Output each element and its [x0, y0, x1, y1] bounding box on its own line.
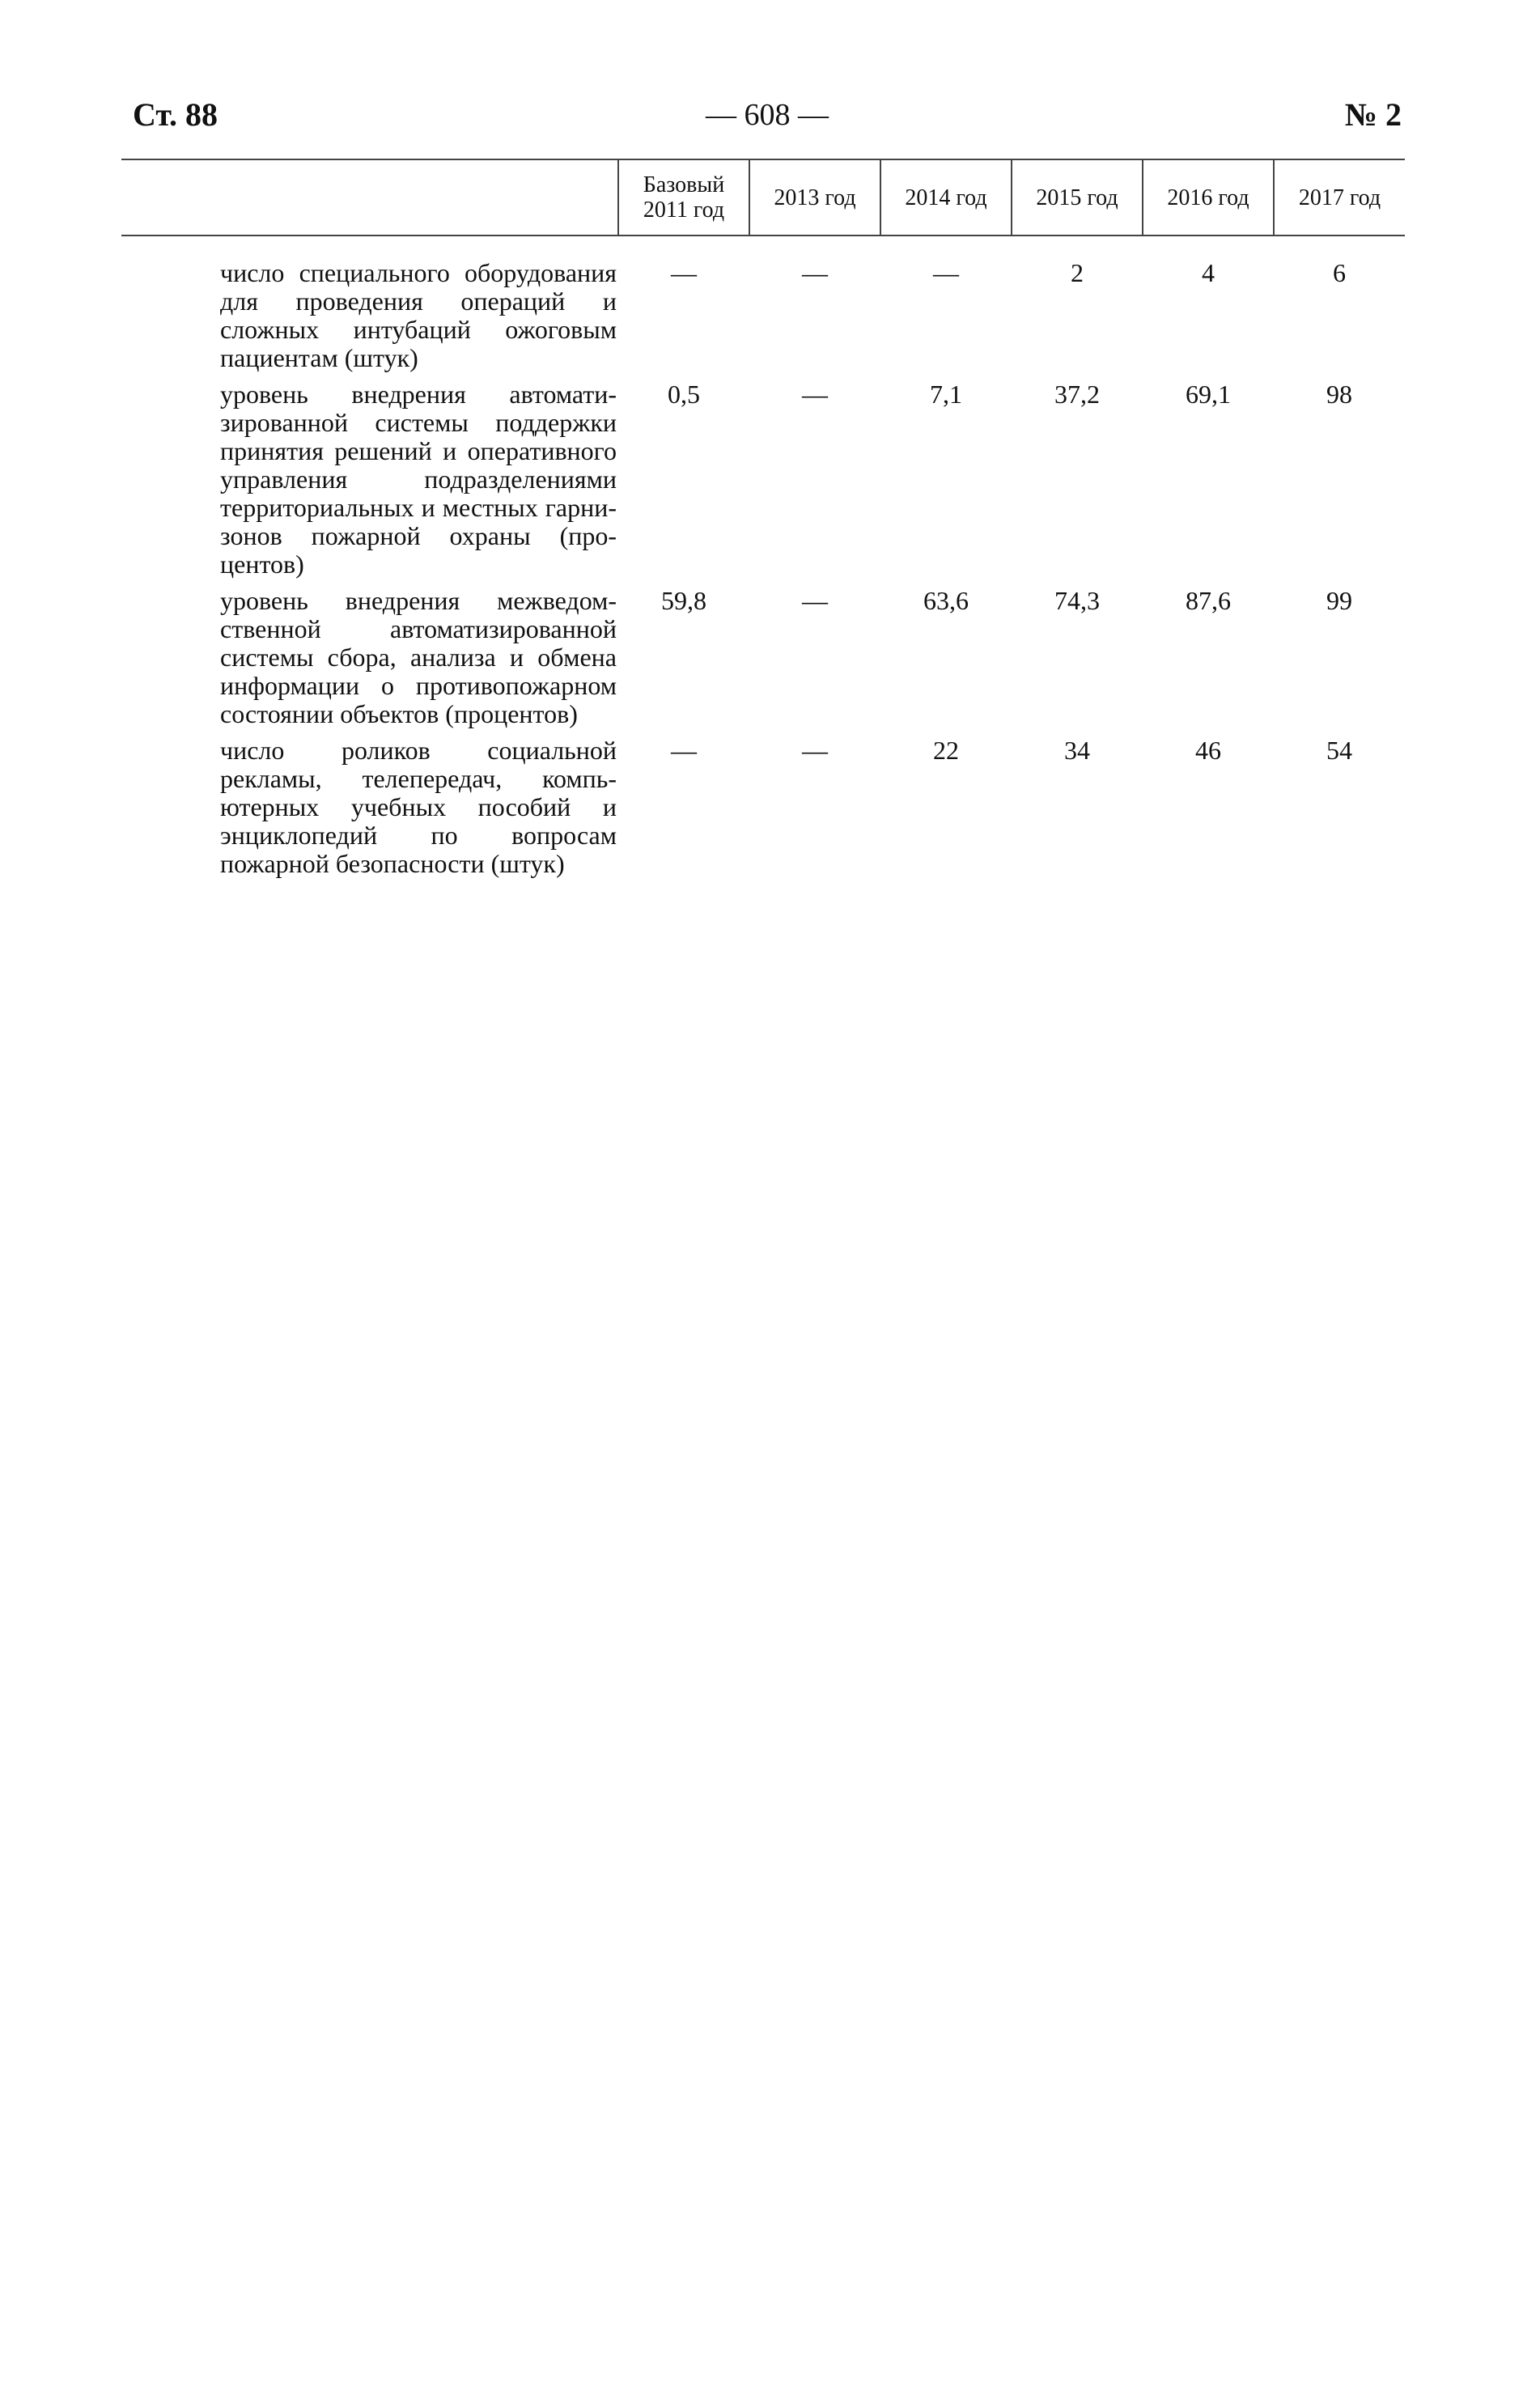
indicators-table	[121, 159, 1405, 878]
cell-base-2011: 0,5	[668, 380, 700, 409]
article-number: Ст. 88	[133, 96, 218, 133]
cell-2016: 87,6	[1186, 586, 1231, 615]
row-label-text: уровень внедрения межведомственной автоматизированной системы сбора, анализа и обмена информации о противопожарном состоянии объектов (процентов)	[220, 586, 617, 728]
table-header-row	[121, 159, 1405, 236]
row-label-text: уровень внедрения автоматизированной системы поддержки принятия решений и оперативного управления подразделениями территориальных и местных гарнизонов пожарной охраны (процентов)	[220, 380, 617, 579]
cell-2014: 7,1	[930, 380, 962, 409]
cell-2015: 74,3	[1054, 586, 1100, 615]
column-header-base-2011: Базовый 2011 год	[618, 159, 749, 236]
cell-2013: —	[802, 736, 828, 765]
column-header-2013: 2013 год	[749, 159, 880, 236]
table-row	[121, 728, 1405, 878]
cell-2017: 54	[1326, 736, 1352, 765]
row-label	[121, 236, 618, 372]
table-row	[121, 236, 1405, 372]
cell-2015: 34	[1064, 736, 1090, 765]
cell-2016: 69,1	[1186, 380, 1231, 409]
column-header-2017: 2017 год	[1274, 159, 1405, 236]
cell-2015: 2	[1071, 258, 1084, 287]
row-label-text: число специального оборудования для проведения операций и сложных интубаций ожоговым пациентам (штук)	[220, 258, 617, 372]
table-row	[121, 372, 1405, 579]
row-label	[121, 372, 618, 579]
cell-2014: 63,6	[923, 586, 969, 615]
column-header-2015: 2015 год	[1012, 159, 1143, 236]
cell-2015: 37,2	[1054, 380, 1100, 409]
cell-2017: 6	[1333, 258, 1346, 287]
row-label	[121, 579, 618, 728]
cell-2016: 46	[1195, 736, 1221, 765]
row-label-text: число роликов социальной рекламы, телепередач, компьютерных учебных пособий и энциклопедий по вопросам пожарной безопасности (штук)	[220, 736, 617, 878]
table-row	[121, 579, 1405, 728]
cell-2013: —	[802, 380, 828, 409]
cell-2017: 98	[1326, 380, 1352, 409]
cell-2017: 99	[1326, 586, 1352, 615]
column-header-2014: 2014 год	[880, 159, 1012, 236]
cell-base-2011: —	[671, 736, 697, 765]
page-number: — 608 —	[706, 98, 829, 132]
cell-2014: 22	[933, 736, 959, 765]
column-header-2016: 2016 год	[1143, 159, 1274, 236]
page-header	[133, 95, 1402, 144]
cell-base-2011: 59,8	[661, 586, 706, 615]
cell-base-2011: —	[671, 258, 697, 287]
cell-2016: 4	[1202, 258, 1215, 287]
issue-number: № 2	[1344, 96, 1402, 133]
cell-2013: —	[802, 586, 828, 615]
cell-2014: —	[933, 258, 959, 287]
column-header-label	[121, 159, 618, 236]
cell-2013: —	[802, 258, 828, 287]
row-label	[121, 728, 618, 878]
